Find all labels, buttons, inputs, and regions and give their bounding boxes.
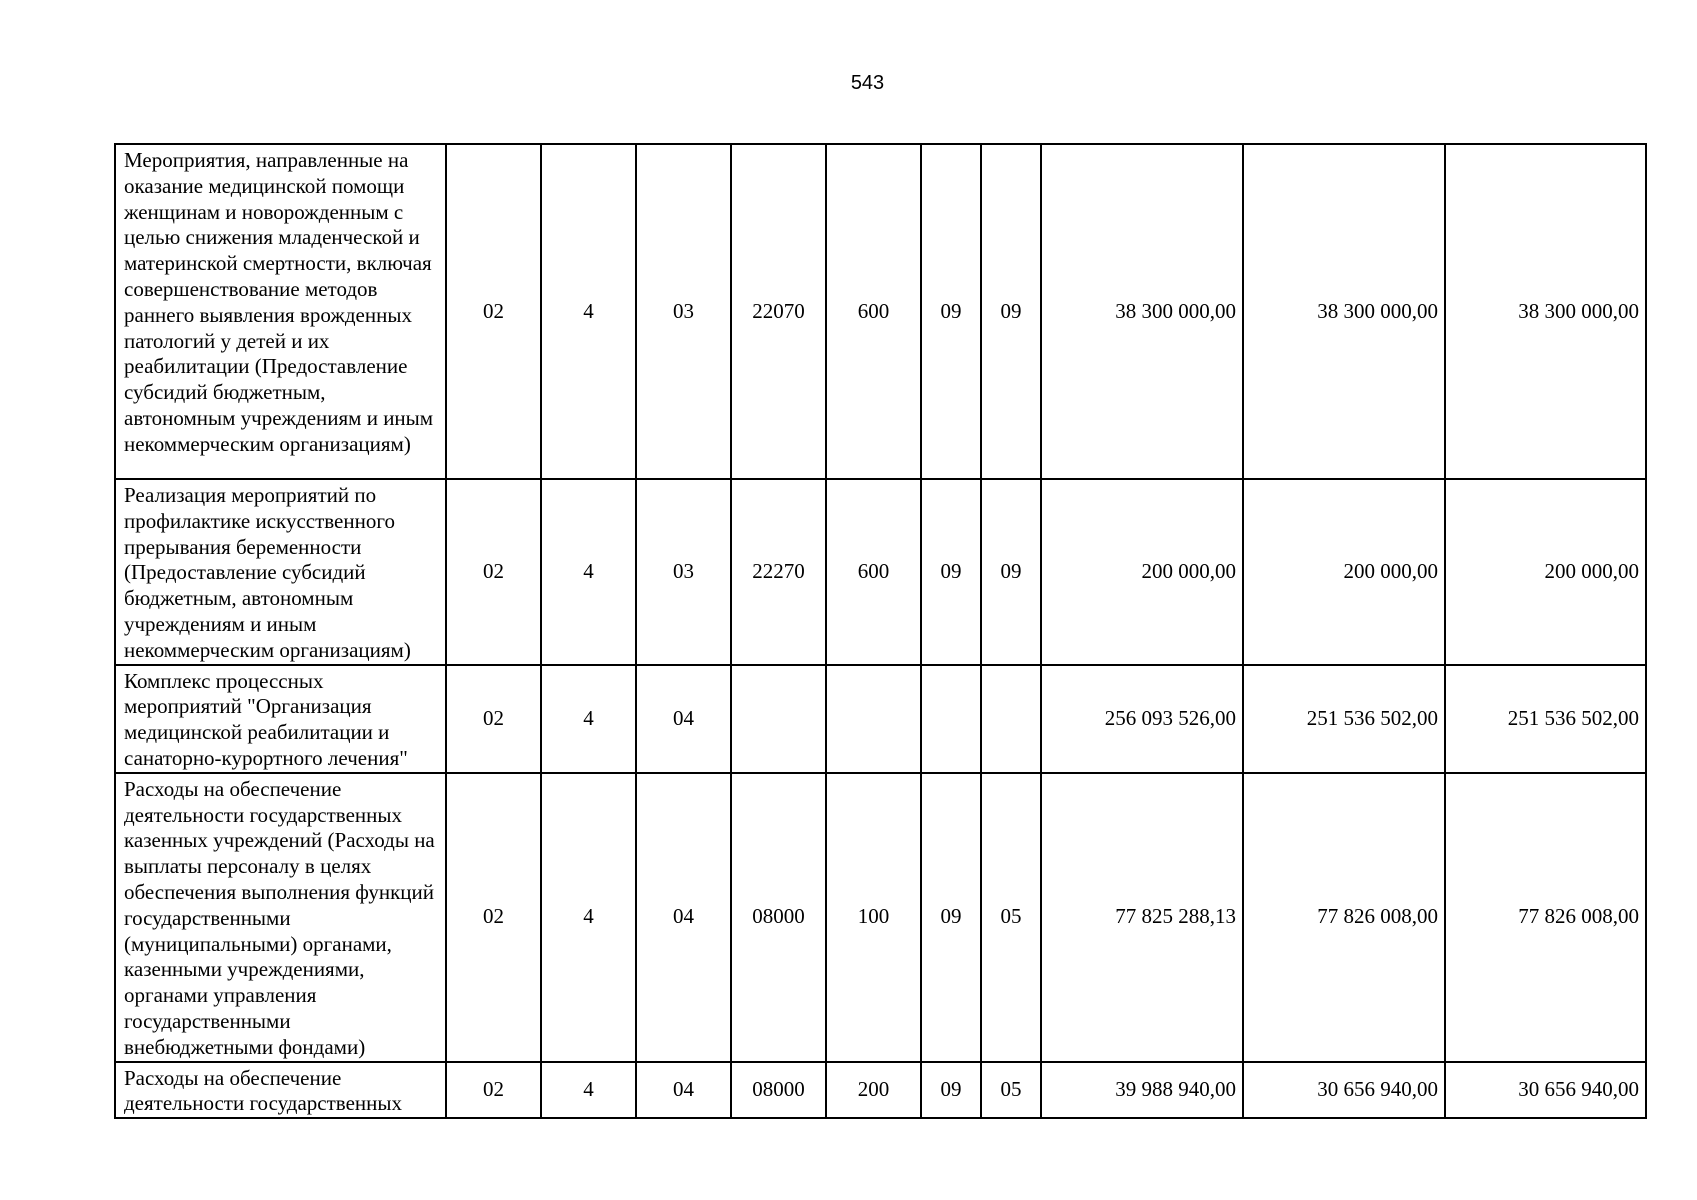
- subprogram-code: 4: [541, 1062, 636, 1119]
- direction-code: 22270: [731, 479, 826, 665]
- expense-type-code: [826, 665, 921, 773]
- section-code: 09: [921, 773, 981, 1062]
- subprogram-code: 4: [541, 479, 636, 665]
- row-description: Комплекс процессных мероприятий "Организация медицинской реабилитации и санаторно-курортного лечения": [115, 665, 446, 773]
- direction-code: 08000: [731, 1062, 826, 1119]
- amount-year-1: 39 988 940,00: [1041, 1062, 1243, 1119]
- row-description: Реализация мероприятий по профилактике искусственного прерывания беременности (Предоставление субсидий бюджетным, автономным учреждениям и иным некоммерческим организациям): [115, 479, 446, 665]
- page-number: 543: [850, 72, 885, 94]
- row-description: Расходы на обеспечение деятельности государственных: [115, 1062, 446, 1119]
- section-code: [921, 665, 981, 773]
- amount-year-1: 38 300 000,00: [1041, 144, 1243, 479]
- amount-year-1: 77 825 288,13: [1041, 773, 1243, 1062]
- amount-year-2: 30 656 940,00: [1243, 1062, 1445, 1119]
- subsection-code: [981, 665, 1041, 773]
- direction-code: 08000: [731, 773, 826, 1062]
- subsection-code: 05: [981, 1062, 1041, 1119]
- section-code: 09: [921, 479, 981, 665]
- program-code: 02: [446, 479, 541, 665]
- table-row: [115, 1062, 1646, 1119]
- amount-year-3: 200 000,00: [1445, 479, 1646, 665]
- section-code: 09: [921, 1062, 981, 1119]
- subprogram-code: 4: [541, 144, 636, 479]
- program-code: 02: [446, 144, 541, 479]
- row-description: Мероприятия, направленные на оказание медицинской помощи женщинам и новорожденным с целью снижения младенческой и материнской смертности, включая совершенствование методов раннего выявления врожденных патологий у детей и их реабилитации (Предоставление субсидий бюджетным, автономным учреждениям и иным некоммерческим организациям): [115, 144, 446, 479]
- subprogram-code: 4: [541, 665, 636, 773]
- direction-code: 22070: [731, 144, 826, 479]
- subprogram-code: 4: [541, 773, 636, 1062]
- program-code: 02: [446, 1062, 541, 1119]
- expense-type-code: 600: [826, 479, 921, 665]
- amount-year-2: 77 826 008,00: [1243, 773, 1445, 1062]
- direction-code: [731, 665, 826, 773]
- amount-year-3: 251 536 502,00: [1445, 665, 1646, 773]
- amount-year-2: 251 536 502,00: [1243, 665, 1445, 773]
- subsection-code: 05: [981, 773, 1041, 1062]
- amount-year-1: 256 093 526,00: [1041, 665, 1243, 773]
- table-row: [115, 665, 1646, 773]
- budget-table: [114, 143, 1647, 1119]
- expense-type-code: 600: [826, 144, 921, 479]
- amount-year-3: 30 656 940,00: [1445, 1062, 1646, 1119]
- program-code: 02: [446, 773, 541, 1062]
- subsection-code: 09: [981, 479, 1041, 665]
- amount-year-3: 38 300 000,00: [1445, 144, 1646, 479]
- section-code: 09: [921, 144, 981, 479]
- amount-year-2: 200 000,00: [1243, 479, 1445, 665]
- amount-year-1: 200 000,00: [1041, 479, 1243, 665]
- amount-year-2: 38 300 000,00: [1243, 144, 1445, 479]
- item-code: 03: [636, 479, 731, 665]
- item-code: 03: [636, 144, 731, 479]
- item-code: 04: [636, 773, 731, 1062]
- row-description: Расходы на обеспечение деятельности государственных казенных учреждений (Расходы на выплаты персоналу в целях обеспечения выполнения функций государственными (муниципальными) органами, казенными учреждениями, органами управления государственными внебюджетными фондами): [115, 773, 446, 1062]
- item-code: 04: [636, 1062, 731, 1119]
- table-row: [115, 773, 1646, 1062]
- table-row: [115, 479, 1646, 665]
- program-code: 02: [446, 665, 541, 773]
- item-code: 04: [636, 665, 731, 773]
- expense-type-code: 100: [826, 773, 921, 1062]
- expense-type-code: 200: [826, 1062, 921, 1119]
- amount-year-3: 77 826 008,00: [1445, 773, 1646, 1062]
- subsection-code: 09: [981, 144, 1041, 479]
- table-row: [115, 144, 1646, 479]
